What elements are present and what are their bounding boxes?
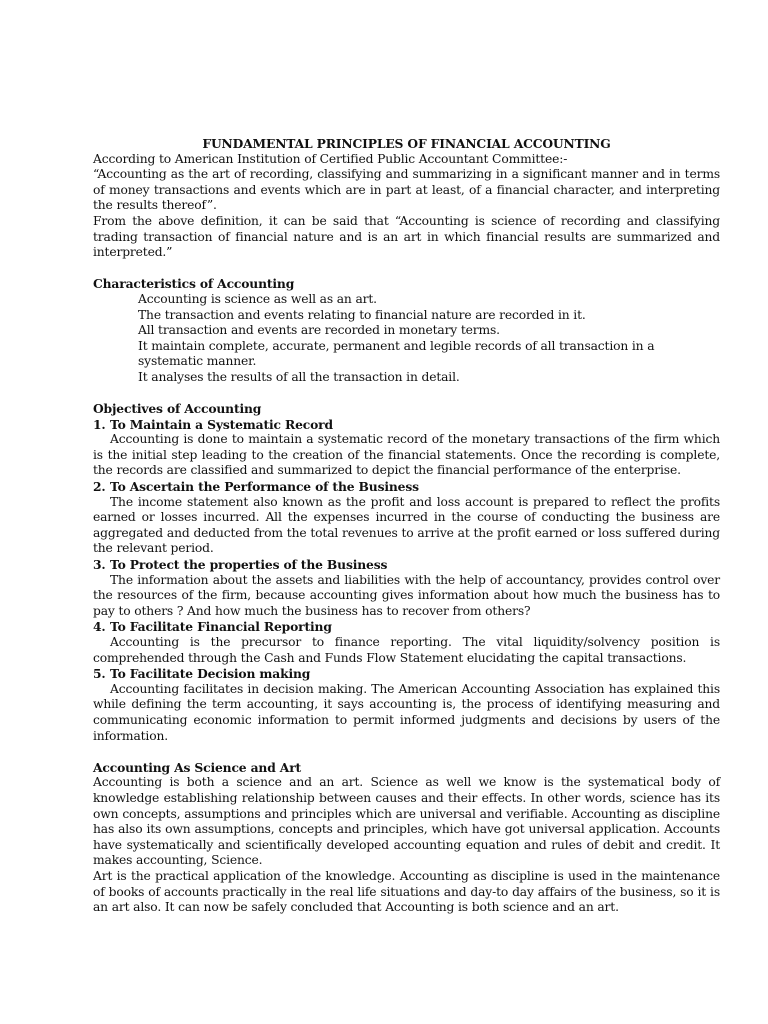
objective-heading <box>93 619 720 635</box>
section-gap <box>93 386 720 402</box>
intro-quote: “Accounting as the art of recording, classifying and summarizing in a significant manner and in terms of money transactions and events which are in part at least, of a financial character, and interpreting the results thereof”. <box>93 167 720 213</box>
objective-number: 5. <box>93 666 106 682</box>
objective-text: The income statement also known as the profit and loss account is prepared to reflect the profits earned or losses incurred. All the expenses incurred in the course of conducting the business are aggregated and deducted from the total revenues to arrive at the profit earned or loss suffered during the relevant period. <box>93 494 720 556</box>
intro-source-line: According to American Institution of Certified Public Accountant Committee:- <box>93 151 568 166</box>
characteristic-item: All transaction and events are recorded in monetary terms. <box>138 323 500 338</box>
objective-title: To Facilitate Financial Reporting <box>110 619 332 635</box>
objective-text: Accounting facilitates in decision making. The American Accounting Association has explained this while defining the term accounting, it says accounting is, the process of identifying measuring and communicating economic information to permit informed judgments and decisions by users of the information. <box>93 681 720 743</box>
objectives-heading: Objectives of Accounting <box>93 401 262 417</box>
objective-number: 3. <box>93 557 106 573</box>
characteristic-item: It maintain complete, accurate, permanent and legible records of all transaction in a systematic manner. <box>138 338 655 369</box>
section-gap <box>93 744 720 760</box>
objective-heading <box>93 557 720 573</box>
objective-text: Accounting is the precursor to finance reporting. The vital liquidity/solvency position is comprehended through the Cash and Funds Flow Statement elucidating the capital transactions. <box>93 635 720 665</box>
objective-title: To Ascertain the Performance of the Business <box>110 479 419 495</box>
document-page <box>93 136 720 916</box>
science-paragraph: Accounting is both a science and an art. Science as well we know is the systematical body of knowledge establishing relationship between causes and their effects. In other words, science has its own concepts, assumptions and principles which are universal and verifiable. Accounting as discipline has also its own assumptions, concepts and principles, which have got universal application. Accounts have systematically and scientifically developed accounting equation and rules of debit and credit. It makes accounting, Science. <box>93 775 720 868</box>
objective-number: 4. <box>93 619 106 635</box>
section-gap <box>93 261 720 277</box>
objective-text: Accounting is done to maintain a systematic record of the monetary transactions of the firm which is the initial step leading to the creation of the financial statements. Once the recording is complete, the records are classified and summarized to depict the financial performance of the enterprise. <box>93 432 720 478</box>
objective-text: The information about the assets and liabilities with the help of accountancy, provides control over the resources of the firm, because accounting gives information about how much the business has to pay to others ? And how much the business has to recover from others? <box>93 572 720 618</box>
characteristic-item: It analyses the results of all the transaction in detail. <box>138 369 460 384</box>
objective-title: To Facilitate Decision making <box>110 666 311 682</box>
objective-title: To Protect the properties of the Business <box>110 557 388 573</box>
characteristics-list <box>93 292 720 386</box>
science-art-heading: Accounting As Science and Art <box>93 759 302 775</box>
document-title: FUNDAMENTAL PRINCIPLES OF FINANCIAL ACCOUNTING <box>202 136 611 151</box>
objective-heading <box>93 666 720 682</box>
objective-heading <box>93 417 720 433</box>
objective-number: 1. <box>93 416 106 432</box>
objective-title: To Maintain a Systematic Record <box>110 416 333 432</box>
intro-definition: From the above definition, it can be said that “Accounting is science of recording and classifying trading transaction of financial nature and is an art in which financial results are summarized and interpreted.” <box>93 213 720 260</box>
objective-heading <box>93 479 720 495</box>
characteristics-heading: Characteristics of Accounting <box>93 276 295 292</box>
art-paragraph: Art is the practical application of the knowledge. Accounting as discipline is used in the maintenance of books of accounts practically in the real life situations and day-to day affairs of the business, so it is an art also. It can now be safely concluded that Accounting is both science and an art. <box>93 868 720 915</box>
characteristic-item: Accounting is science as well as an art. <box>138 291 377 306</box>
objective-number: 2. <box>93 479 106 495</box>
characteristic-item: The transaction and events relating to financial nature are recorded in it. <box>138 307 586 322</box>
